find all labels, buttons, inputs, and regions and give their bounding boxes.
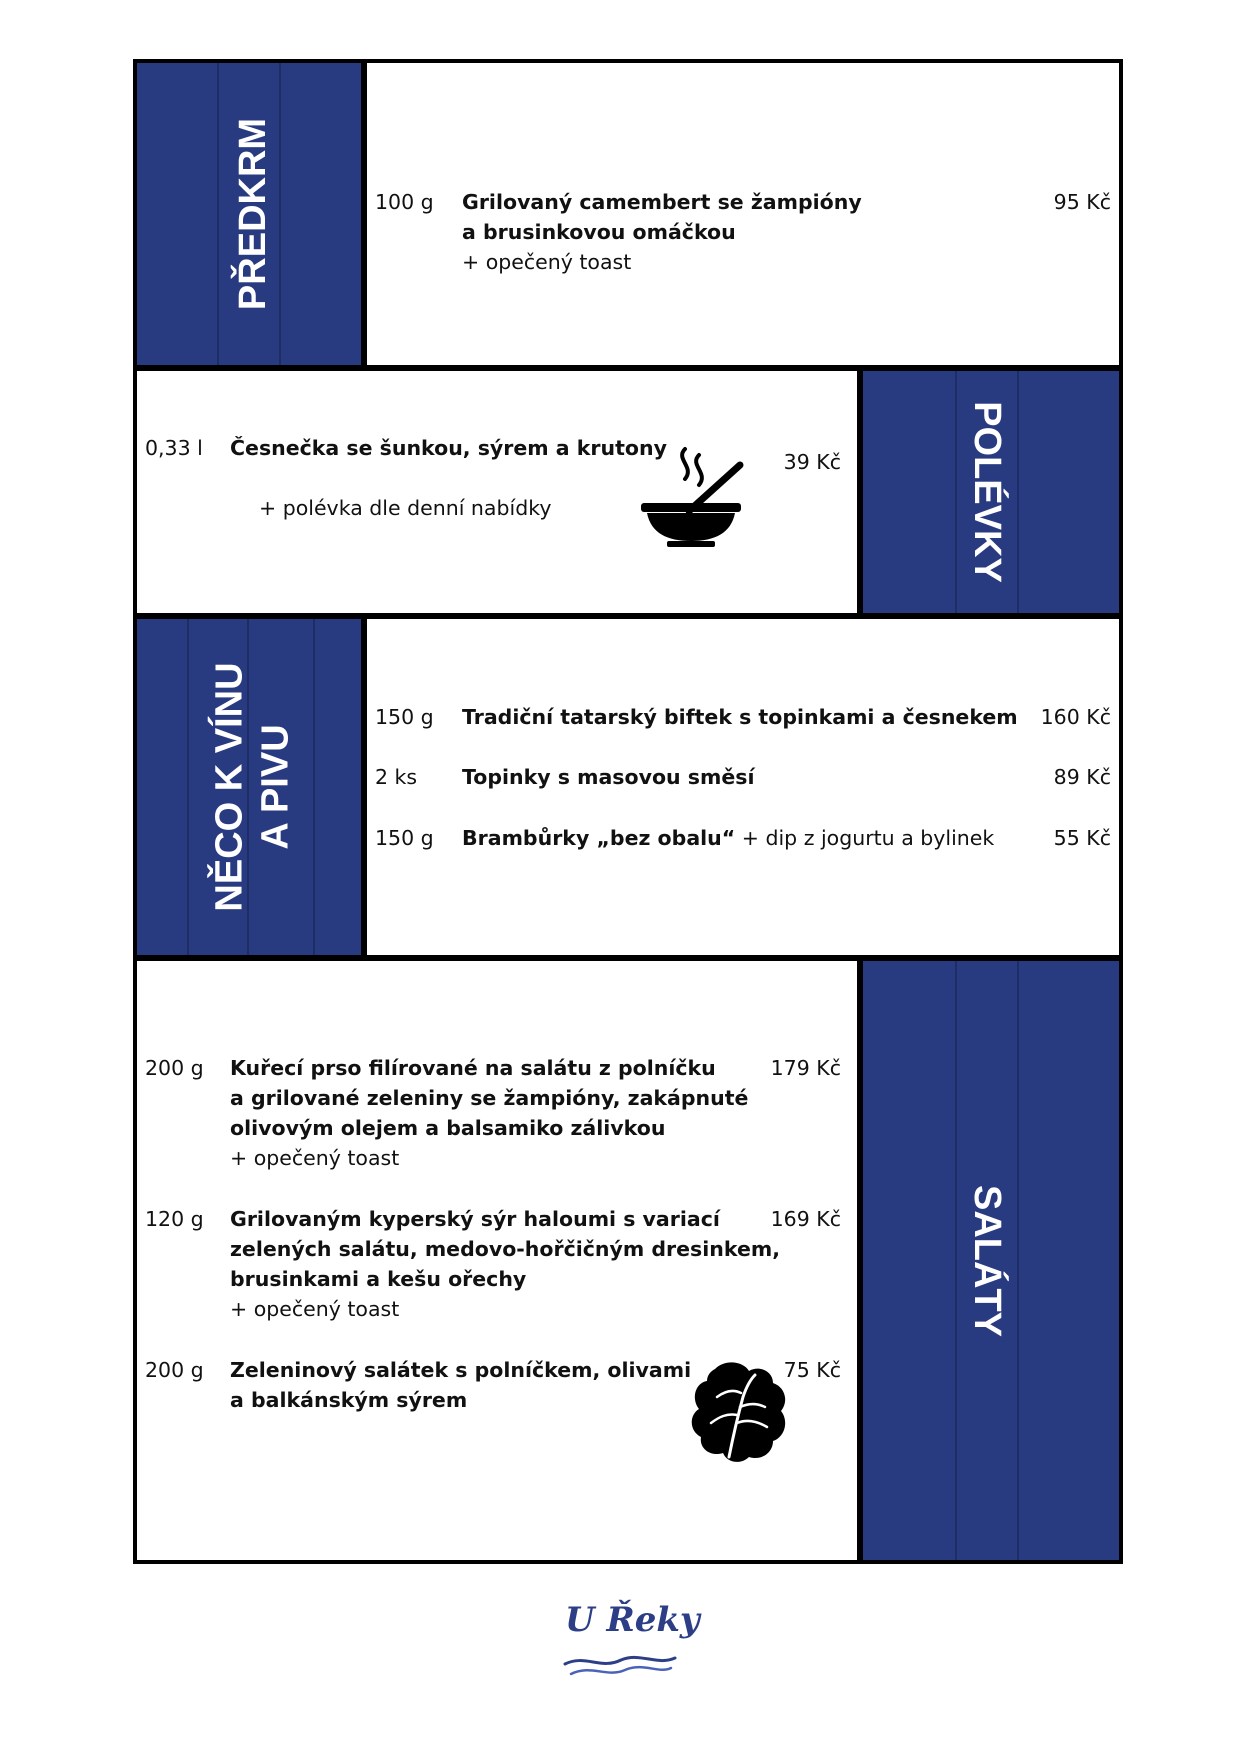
section-title: POLÉVKY — [966, 401, 1009, 583]
item-price: 95 Kč — [1053, 190, 1111, 214]
section-panel — [137, 371, 857, 613]
item-price: 55 Kč — [1053, 826, 1111, 850]
item-quantity: 150 g — [375, 826, 434, 850]
item-price: 169 Kč — [770, 1207, 841, 1231]
item-name-line: zelených salátu, medovo-hořčičným dresinkem, — [230, 1237, 781, 1261]
item-quantity: 200 g — [145, 1358, 204, 1382]
item-price: 179 Kč — [770, 1056, 841, 1080]
item-name: Česnečka se šunkou, sýrem a krutony — [230, 436, 667, 460]
section-band — [863, 961, 1119, 1560]
section-title-line: NĚCO K VÍNU — [208, 662, 251, 912]
logo-text: U Řeky — [565, 1600, 700, 1640]
item-quantity: 200 g — [145, 1056, 204, 1080]
item-name-line: a balkánským sýrem — [230, 1388, 468, 1412]
item-price: 39 Kč — [783, 450, 841, 474]
item-name-line: brusinkami a kešu ořechy — [230, 1267, 527, 1291]
menu-frame — [133, 59, 1123, 1564]
item-extra: + opečený toast — [462, 250, 632, 274]
soup-bowl-icon — [637, 441, 747, 551]
section-title — [207, 662, 300, 911]
restaurant-logo — [555, 1598, 700, 1688]
item-extra: + polévka dle denní nabídky — [259, 496, 552, 520]
item-quantity: 100 g — [375, 190, 434, 214]
item-name: Topinky s masovou směsí — [462, 765, 755, 789]
section-salaty — [137, 961, 1119, 1560]
section-title-line: A PIVU — [255, 724, 297, 850]
item-name-line: Kuřecí prso filírované na salátu z polníčku — [230, 1056, 716, 1080]
section-predkrm — [137, 63, 1119, 365]
item-quantity: 0,33 l — [145, 436, 203, 460]
item-name-line: Grilovaným kyperský sýr haloumi s variací — [230, 1207, 720, 1231]
section-panel — [367, 63, 1119, 365]
item-price: 89 Kč — [1053, 765, 1111, 789]
item-name-line: Grilovaný camembert se žampióny — [462, 190, 862, 214]
section-polevky — [137, 371, 1119, 613]
item-name-line: Zeleninový salátek s polníčkem, olivami — [230, 1358, 692, 1382]
section-panel — [367, 619, 1119, 955]
item-extra: + opečený toast — [230, 1146, 400, 1170]
item-name-line: olivovým olejem a balsamiko zálivkou — [230, 1116, 666, 1140]
item-name-line: a grilované zeleniny se žampióny, zakápnuté — [230, 1086, 749, 1110]
item-name: Brambůrky „bez obalu“ — [462, 826, 736, 850]
item-name-line: a brusinkovou omáčkou — [462, 220, 736, 244]
item-name-with-extra — [462, 823, 994, 854]
section-band — [137, 63, 361, 365]
item-quantity: 120 g — [145, 1207, 204, 1231]
item-price: 160 Kč — [1040, 705, 1111, 729]
item-quantity: 150 g — [375, 705, 434, 729]
item-extra: + dip z jogurtu a bylinek — [735, 826, 995, 850]
lettuce-icon — [685, 1357, 795, 1467]
wave-icon — [561, 1650, 679, 1680]
section-title: PŘEDKRM — [231, 117, 274, 311]
item-price: 75 Kč — [783, 1358, 841, 1382]
section-title: SALÁTY — [966, 1184, 1009, 1337]
item-quantity: 2 ks — [375, 765, 418, 789]
section-neco-k-vinu — [137, 619, 1119, 955]
section-band — [863, 371, 1119, 613]
section-panel — [137, 961, 857, 1560]
section-band — [137, 619, 361, 955]
item-extra: + opečený toast — [230, 1297, 400, 1321]
item-name: Tradiční tatarský biftek s topinkami a česnekem — [462, 705, 1018, 729]
